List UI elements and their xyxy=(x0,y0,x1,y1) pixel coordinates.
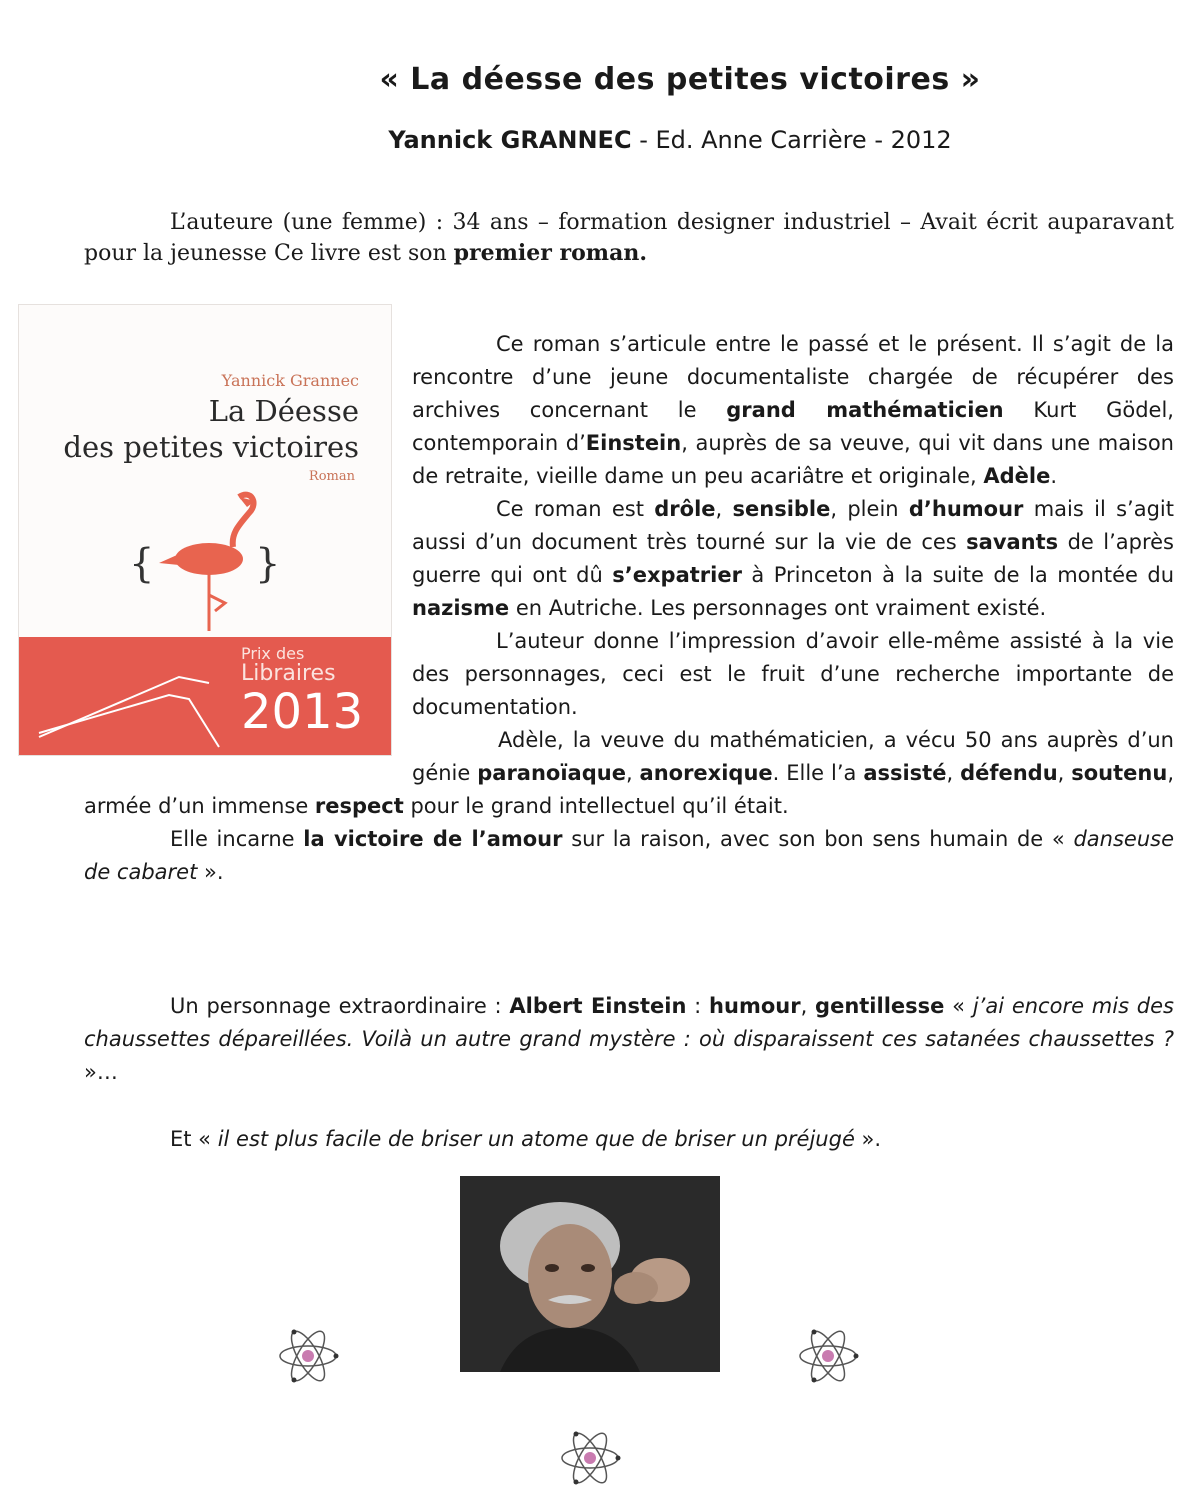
text-run: à Princeton à la suite de la montée du xyxy=(741,563,1175,587)
document-subtitle xyxy=(0,126,1200,154)
text-run: Un personnage extraordinaire : xyxy=(170,994,510,1018)
text-run: , armée d’un immense xyxy=(84,761,1174,818)
text-run: « xyxy=(944,994,973,1018)
text-run: ». xyxy=(197,860,224,884)
bold-text: sensible xyxy=(732,497,831,521)
author-name: Yannick GRANNEC xyxy=(388,126,632,154)
cover-title-line2: des petites victoires xyxy=(63,430,359,464)
bold-text: défendu xyxy=(960,761,1058,785)
bold-text: assisté xyxy=(863,761,947,785)
bold-text: la victoire de l’amour xyxy=(303,827,563,851)
text-run: Ce roman s’articule entre le passé et le présent. Il s’agit de la rencontre d’une jeune documentaliste chargée de récupérer des archives concernant le xyxy=(412,332,1174,422)
text-run: , xyxy=(800,994,816,1018)
prize-line2: Libraires xyxy=(241,661,336,686)
text-run: ». xyxy=(854,1127,882,1151)
paragraph-7 xyxy=(170,1123,881,1156)
intro-text: L’auteure (une femme) : 34 ans – formation designer industriel – Avait écrit auparavant pour la jeunesse Ce livre est son xyxy=(84,210,1174,266)
bold-text: nazisme xyxy=(412,596,510,620)
italic-quote: j’ai encore mis des chaussettes dépareillées. Voilà un autre grand mystère : où disparaissent ces satanées chaussettes ? xyxy=(84,994,1175,1051)
cover-genre: Roman xyxy=(308,469,355,484)
paragraph-6 xyxy=(84,990,1174,1089)
publisher-info: - Ed. Anne Carrière - 2012 xyxy=(631,126,952,154)
prize-year: 2013 xyxy=(241,684,364,740)
prize-line1: Prix des xyxy=(241,644,305,663)
text-run: Ce roman est xyxy=(496,497,655,521)
text-run: en Autriche. Les personnages ont vraiment existé. xyxy=(509,596,1047,620)
bold-text: drôle xyxy=(654,497,716,521)
intro-paragraph xyxy=(84,208,1174,269)
bold-text: d’humour xyxy=(908,497,1024,521)
text-run: mais il s’agit aussi d’un document très tourné sur la vie de ces xyxy=(412,497,1174,554)
text-run: Adèle, la veuve du mathématicien, a vécu 50 ans auprès d’un génie xyxy=(412,728,1174,785)
bold-text: soutenu xyxy=(1071,761,1168,785)
text-run: : xyxy=(686,994,710,1018)
text-run: Kurt Gödel, contemporain d’ xyxy=(412,398,1174,455)
text-run: , auprès de sa veuve, qui vit dans une maison de retraite, vieille dame un peu acariâtre et originale, xyxy=(412,431,1174,488)
svg-text:{: { xyxy=(129,541,155,587)
document-title: « La déesse des petites victoires » xyxy=(379,62,981,97)
text-run: . xyxy=(1050,464,1058,488)
bold-text: gentillesse xyxy=(815,994,945,1018)
cover-title-line1: La Déesse xyxy=(208,394,359,428)
text-run: Et « xyxy=(170,1127,218,1151)
italic-quote: il est plus facile de briser un atome que de briser un préjugé xyxy=(217,1127,855,1151)
atom-icon xyxy=(796,1324,860,1388)
paragraph-5 xyxy=(84,823,1174,889)
text-run: sur la raison, avec son bon sens humain de « xyxy=(562,827,1074,851)
text-run: , plein xyxy=(830,497,909,521)
text-run: , xyxy=(946,761,961,785)
text-run: L’auteur donne l’impression d’avoir elle-même assisté à la vie des personnages, ceci est le fruit d’une recherche importante de documentation. xyxy=(412,629,1174,719)
bold-text: grand mathématicien xyxy=(726,398,1004,422)
bold-text: Albert Einstein xyxy=(509,994,687,1018)
bold-text: Einstein xyxy=(585,431,682,455)
bold-text: paranoïaque xyxy=(477,761,626,785)
bold-text: respect xyxy=(314,794,404,818)
italic-quote: danseuse de cabaret xyxy=(84,827,1175,884)
text-run: Elle incarne xyxy=(170,827,304,851)
bold-text: s’expatrier xyxy=(612,563,742,587)
text-run: de l’après guerre qui ont dû xyxy=(412,530,1174,587)
text-run: . Elle l’a xyxy=(772,761,864,785)
text-run: pour le grand intellectuel qu’il était. xyxy=(403,794,789,818)
review-body xyxy=(84,328,1174,889)
bold-text: anorexique xyxy=(639,761,773,785)
atom-icon xyxy=(558,1426,622,1490)
intro-bold: premier roman. xyxy=(453,240,647,266)
text-run: , xyxy=(1057,761,1072,785)
text-run: , xyxy=(715,497,733,521)
svg-text:}: } xyxy=(255,541,281,587)
bold-text: savants xyxy=(966,530,1059,554)
text-run: , xyxy=(625,761,640,785)
text-run: »… xyxy=(84,1060,118,1084)
atom-icon xyxy=(276,1324,340,1388)
cover-author: Yannick Grannec xyxy=(221,371,359,390)
einstein-portrait xyxy=(460,1176,720,1372)
bold-text: Adèle xyxy=(983,464,1051,488)
bold-text: humour xyxy=(709,994,801,1018)
